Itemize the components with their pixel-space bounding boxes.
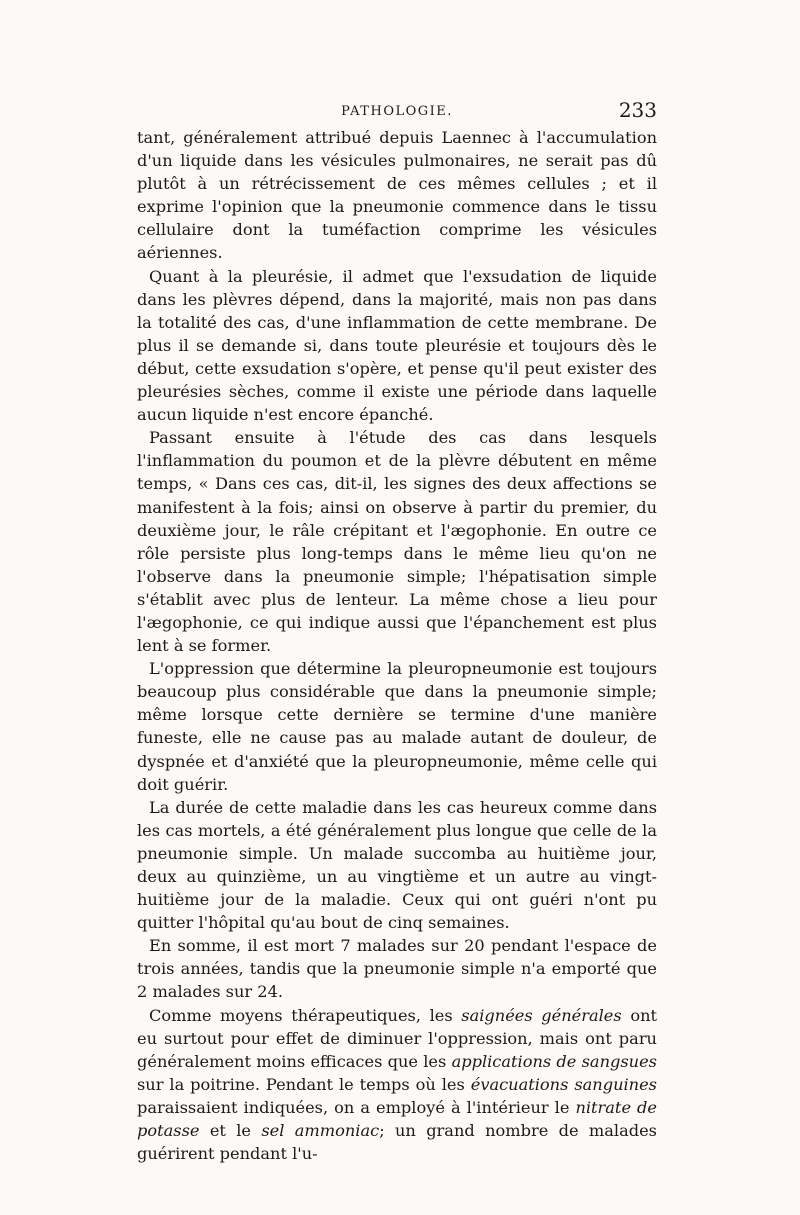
paragraph [137,1004,657,1166]
paragraph [137,265,657,427]
text-run: L'oppression que détermine la pleuropneumonie est toujours beaucoup plus considérable que dans la pneumonie simple; même lorsque cette dernière se termine d'une manière funeste, elle ne cause pas au malade autant de douleur, de dyspnée et d'anxiété que la pleuropneumonie, même celle qui doit guérir. [137,659,657,794]
paragraph [137,126,657,265]
italic-run: applications de sangsues [451,1051,657,1071]
paragraph [137,934,657,1003]
paragraph [137,657,657,796]
text-run: tant, généralement attribué depuis Laennec à l'accumulation d'un liquide dans les vésicules pulmonaires, ne serait pas dû plutôt à un rétrécissement de ces mêmes cellules ; et il exprime l'opinion que la pneumonie commence dans le tissu cellulaire dont la tuméfaction comprime les vésicules aériennes. [137,128,657,263]
text-run: sur la poitrine. Pendant le temps où les [137,1074,471,1094]
running-head [137,98,657,122]
text-run: et le [199,1121,262,1141]
running-title: PATHOLOGIE. [341,104,453,119]
text-run: Passant ensuite à l'étude des cas dans lesquels l'inflammation du poumon et de la plèvre débutent en même temps, « Dans ces cas, dit-il, les signes des deux affections se manifestent à la fois; ainsi on observe à partir du premier, du deuxième jour, le râle crépitant et l'ægophonie. En outre ce rôle persiste plus long-temps dans le même lieu qu'on ne l'observe dans la pneumonie simple; l'hépatisation simple s'établit avec plus de lenteur. La même chose a lieu pour l'ægophonie, ce qui indique aussi que l'épanchement est plus lent à se former. [137,428,657,656]
italic-run: sel ammoniac [261,1121,380,1141]
paragraph [137,796,657,935]
page-number: 233 [618,98,657,122]
text-run: paraissaient indiquées, on a employé à l'intérieur le [137,1097,576,1117]
text-run: La durée de cette maladie dans les cas heureux comme dans les cas mortels, a été généralement plus longue que celle de la pneumonie simple. Un malade succomba au huitième jour, deux au quinzième, un au vingtième et un autre au vingt-huitième jour de la maladie. Ceux qui ont guéri n'ont pu quitter l'hôpital qu'au bout de cinq semaines. [137,797,657,933]
italic-run: évacuations sanguines [470,1074,657,1094]
text-run: ont eu surtout pour effet de diminuer l'oppression, mais ont paru généralement moins efficaces que les [137,1005,657,1071]
italic-run: nitrate de potasse [137,1097,657,1141]
text-run: En somme, il est mort 7 malades sur 20 pendant l'espace de trois années, tandis que la pneumonie simple n'a emporté que 2 malades sur 24. [137,936,657,1002]
italic-run: saignées générales [461,1005,622,1025]
text-run: Comme moyens thérapeutiques, les [149,1005,462,1025]
text-run: Quant à la pleurésie, il admet que l'exsudation de liquide dans les plèvres dépend, dans la majorité, mais non pas dans la totalité des cas, d'une inflammation de cette membrane. De plus il se demande si, dans toute pleurésie et toujours dès le début, cette exsudation s'opère, et pense qu'il peut exister des pleurésies sèches, comme il existe une période dans laquelle aucun liquide n'est encore épanché. [137,266,657,425]
text-run: ; un grand nombre de malades guérirent pendant l'u- [137,1121,657,1164]
body-text [137,126,657,1165]
paragraph [137,426,657,657]
